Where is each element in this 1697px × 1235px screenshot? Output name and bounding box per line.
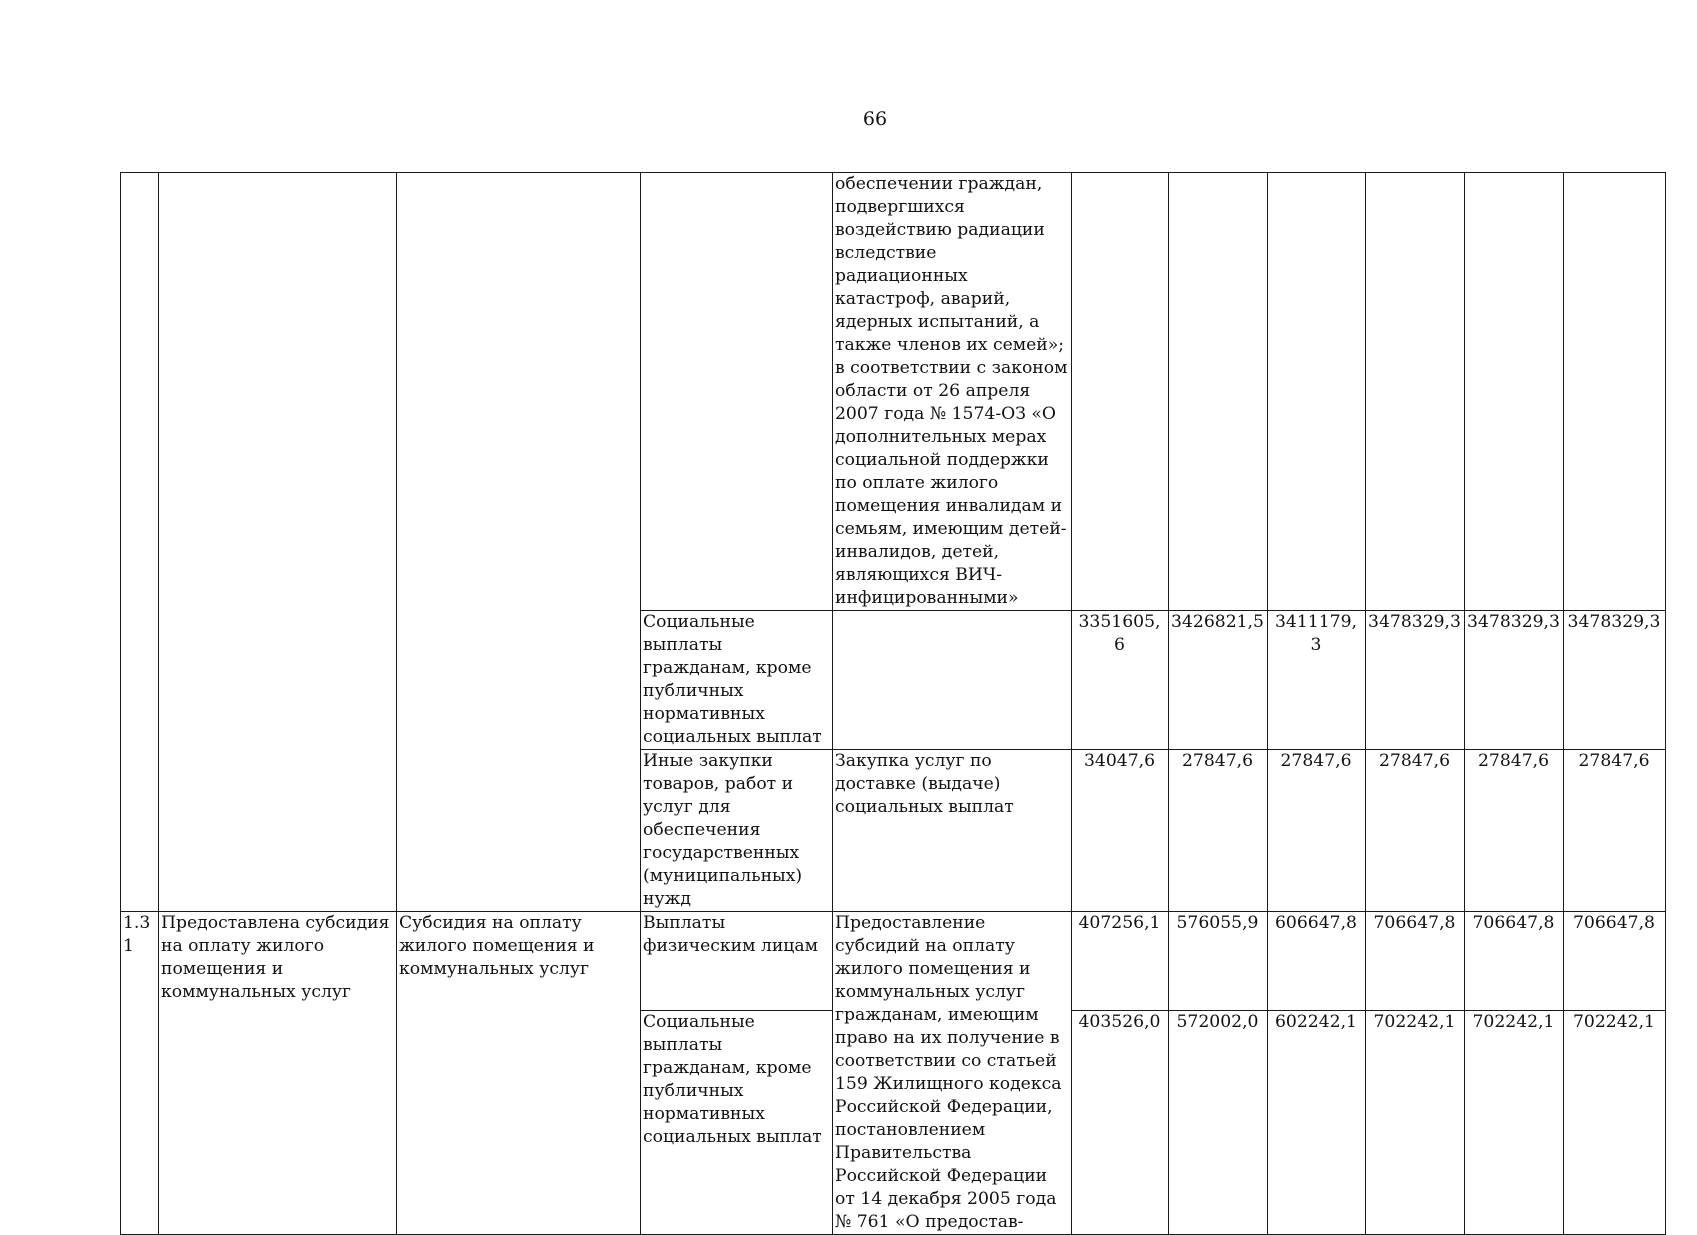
page-number: 66 [862, 108, 888, 130]
cell-expense-type-empty [641, 173, 833, 611]
cell-value-empty [1366, 173, 1465, 611]
cell-expense-type: Социальные выплаты гражданам, кроме публичных нормативных социальных выплат [641, 611, 833, 750]
cell-value: 3478329,3 [1366, 611, 1465, 750]
cell-value: 702242,1 [1366, 1010, 1465, 1234]
cell-value-empty [1465, 173, 1564, 611]
cell-description: Закупка услуг по доставке (выдаче) социальных выплат [833, 750, 1072, 912]
cell-number-continued [121, 173, 159, 912]
cell-value: 706647,8 [1366, 912, 1465, 1011]
cell-value: 702242,1 [1465, 1010, 1564, 1234]
cell-value: 3478329,3 [1465, 611, 1564, 750]
budget-table [120, 172, 1666, 1235]
cell-result-continued [159, 173, 397, 912]
table-row [121, 173, 1666, 611]
cell-value: 3426821,5 [1169, 611, 1268, 750]
cell-value: 702242,1 [1564, 1010, 1666, 1234]
cell-value: 602242,1 [1268, 1010, 1366, 1234]
cell-measure-continued [397, 173, 641, 912]
cell-value: 403526,0 [1072, 1010, 1169, 1234]
cell-description: Предоставление субсидий на оплату жилого помещения и коммунальных услуг гражданам, имеющим право на их получение в соответствии со статьей 159 Жилищного кодекса Российской Федерации, постановлением Правительства Российской Федерации от 14 декабря 2005 года № 761 «О предостав- [833, 912, 1072, 1235]
cell-value: 27847,6 [1268, 750, 1366, 912]
cell-value: 576055,9 [1169, 912, 1268, 1011]
cell-value: 407256,1 [1072, 912, 1169, 1011]
cell-value: 606647,8 [1268, 912, 1366, 1011]
cell-value-empty [1169, 173, 1268, 611]
cell-expense-type: Иные закупки товаров, работ и услуг для обеспечения государственных (муниципальных) нужд [641, 750, 833, 912]
cell-value: 706647,8 [1564, 912, 1666, 1011]
cell-value-empty [1268, 173, 1366, 611]
cell-value: 27847,6 [1366, 750, 1465, 912]
cell-value: 27847,6 [1564, 750, 1666, 912]
cell-value: 27847,6 [1465, 750, 1564, 912]
cell-value-empty [1564, 173, 1666, 611]
cell-measure: Субсидия на оплату жилого помещения и коммунальных услуг [397, 912, 641, 1235]
cell-value: 3411179,3 [1268, 611, 1366, 750]
cell-value: 706647,8 [1465, 912, 1564, 1011]
table-row [121, 912, 1666, 1011]
cell-expense-type: Социальные выплаты гражданам, кроме публичных нормативных социальных выплат [641, 1010, 833, 1234]
cell-value: 3478329,3 [1564, 611, 1666, 750]
cell-value: 34047,6 [1072, 750, 1169, 912]
cell-value: 3351605,6 [1072, 611, 1169, 750]
cell-result: Предоставлена субсидия на оплату жилого помещения и коммунальных услуг [159, 912, 397, 1235]
cell-description: обеспечении граждан, подвергшихся воздействию радиации вследствие радиационных катастроф, аварий, ядерных испытаний, а также членов их семей»; в соответствии с законом области от 26 апреля 2007 года № 1574-ОЗ «О дополнительных мерах социальной поддержки по оплате жилого помещения инвалидам и семьям, имеющим детей-инвалидов, детей, являющихся ВИЧ-инфицированными» [833, 173, 1072, 611]
cell-expense-type: Выплаты физическим лицам [641, 912, 833, 1011]
cell-description-empty [833, 611, 1072, 750]
cell-value: 27847,6 [1169, 750, 1268, 912]
cell-value: 572002,0 [1169, 1010, 1268, 1234]
cell-number: 1.31 [121, 912, 159, 1235]
cell-value-empty [1072, 173, 1169, 611]
